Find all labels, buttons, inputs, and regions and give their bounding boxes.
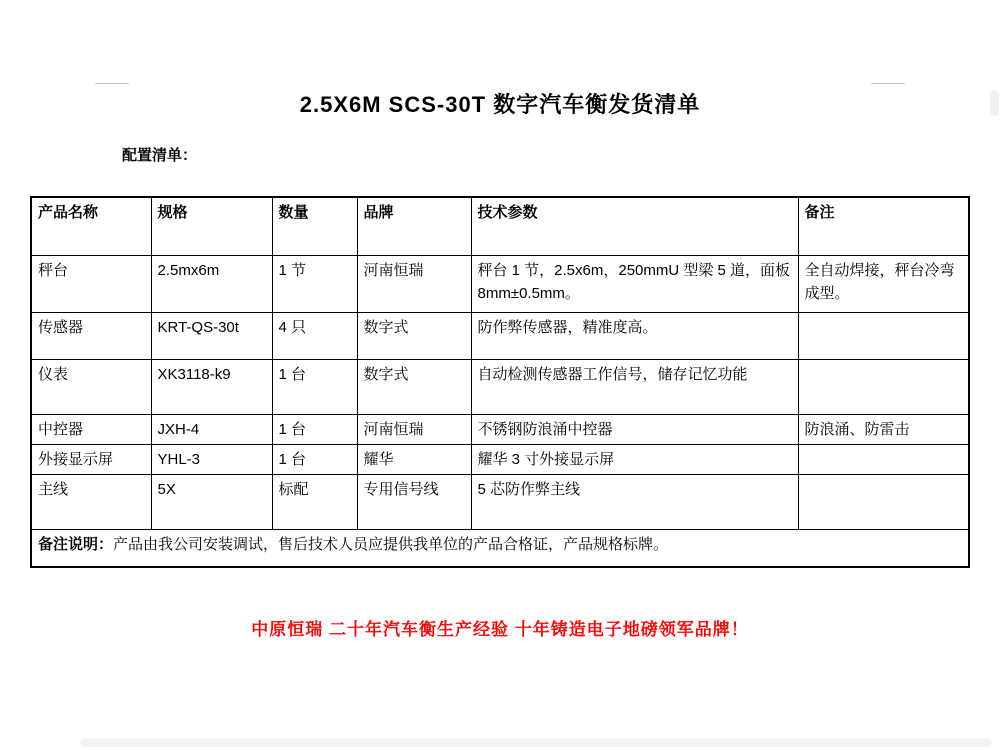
cell-params: 不锈钢防浪涌中控器 xyxy=(471,414,798,444)
col-header-qty: 数量 xyxy=(272,197,357,255)
cell-spec: JXH-4 xyxy=(151,414,272,444)
cell-spec: 5X xyxy=(151,474,272,529)
cell-qty: 1 台 xyxy=(272,359,357,414)
cell-qty: 标配 xyxy=(272,474,357,529)
page-title: 2.5X6M SCS-30T 数字汽车衡发货清单 xyxy=(299,92,701,117)
cell-remark xyxy=(798,444,969,474)
cell-params: 自动检测传感器工作信号，储存记忆功能 xyxy=(471,359,798,414)
section-label: 配置清单： xyxy=(122,147,198,164)
table-row xyxy=(31,414,969,444)
footer-slogan: 中原恒瑞 二十年汽车衡生产经验 十年铸造电子地磅领军品牌！ xyxy=(251,620,749,639)
cell-qty: 1 节 xyxy=(272,255,357,312)
cell-params: 耀华 3 寸外接显示屏 xyxy=(471,444,798,474)
table-row xyxy=(31,312,969,359)
cell-qty: 1 台 xyxy=(272,444,357,474)
cell-spec: KRT-QS-30t xyxy=(151,312,272,359)
cell-params: 秤台 1 节，2.5x6m，250mmU 型梁 5 道，面板 8mm±0.5mm。 xyxy=(471,255,798,312)
cell-remark xyxy=(798,359,969,414)
vertical-scrollbar[interactable] xyxy=(990,90,999,116)
horizontal-scrollbar[interactable] xyxy=(80,738,992,747)
col-header-brand: 品牌 xyxy=(357,197,471,255)
table-note-row xyxy=(31,529,969,567)
cell-brand: 数字式 xyxy=(357,359,471,414)
col-header-product-name: 产品名称 xyxy=(31,197,151,255)
note-text: 产品由我公司安装调试，售后技术人员应提供我单位的产品合格证，产品规格标牌。 xyxy=(113,535,669,553)
col-header-spec: 规格 xyxy=(151,197,272,255)
page-corner-mark xyxy=(95,83,129,84)
cell-remark xyxy=(798,474,969,529)
cell-brand: 河南恒瑞 xyxy=(357,255,471,312)
table-row xyxy=(31,474,969,529)
cell-product-name: 外接显示屏 xyxy=(31,444,151,474)
cell-remark: 全自动焊接，秤台冷弯成型。 xyxy=(798,255,969,312)
table-header-row xyxy=(31,197,969,255)
table-note-cell xyxy=(31,529,969,567)
cell-remark xyxy=(798,312,969,359)
table-row xyxy=(31,444,969,474)
cell-brand: 专用信号线 xyxy=(357,474,471,529)
config-table xyxy=(30,196,970,568)
col-header-remark: 备注 xyxy=(798,197,969,255)
cell-brand: 数字式 xyxy=(357,312,471,359)
cell-product-name: 主线 xyxy=(31,474,151,529)
cell-spec: XK3118-k9 xyxy=(151,359,272,414)
cell-brand: 河南恒瑞 xyxy=(357,414,471,444)
cell-spec: YHL-3 xyxy=(151,444,272,474)
cell-brand: 耀华 xyxy=(357,444,471,474)
note-label: 备注说明： xyxy=(38,535,114,553)
cell-params: 5 芯防作弊主线 xyxy=(471,474,798,529)
cell-product-name: 仪表 xyxy=(31,359,151,414)
cell-params: 防作弊传感器，精准度高。 xyxy=(471,312,798,359)
cell-spec: 2.5mx6m xyxy=(151,255,272,312)
cell-product-name: 传感器 xyxy=(31,312,151,359)
cell-product-name: 中控器 xyxy=(31,414,151,444)
cell-product-name: 秤台 xyxy=(31,255,151,312)
cell-remark: 防浪涌、防雷击 xyxy=(798,414,969,444)
page-corner-mark xyxy=(871,83,905,84)
cell-qty: 1 台 xyxy=(272,414,357,444)
table-row xyxy=(31,255,969,312)
col-header-params: 技术参数 xyxy=(471,197,798,255)
table-row xyxy=(31,359,969,414)
cell-qty: 4 只 xyxy=(272,312,357,359)
